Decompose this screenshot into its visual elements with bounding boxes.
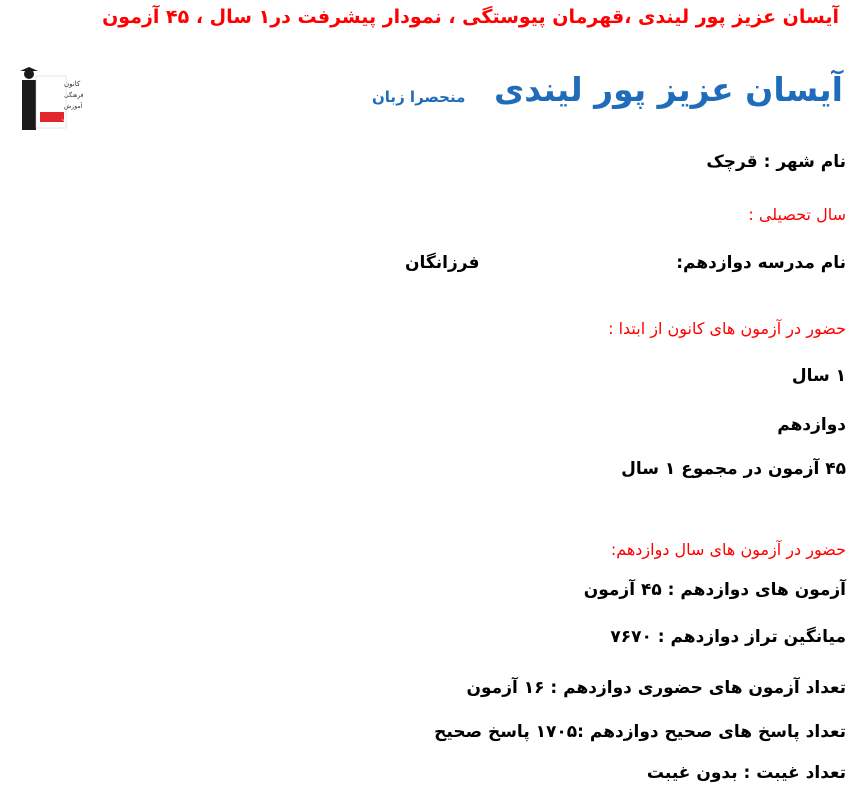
page-heading: آیسان عزیز پور لیندی ،قهرمان پیوستگی ، نمودار پیشرفت در۱ سال ، ۴۵ آزمون [102, 6, 839, 28]
academic-year-label: سال تحصیلی : [748, 205, 846, 224]
attendance-total: ۴۵ آزمون در مجموع ۱ سال [621, 459, 846, 479]
kanoon-logo [18, 66, 84, 132]
city-field: نام شهر : قرچک [706, 152, 846, 172]
school-value: فرزانگان [405, 253, 480, 273]
grade12-exams: آزمون های دوازدهم : ۴۵ آزمون [583, 580, 846, 600]
grade12-correct-answers: تعداد پاسخ های صحیح دوازدهم :۱۷۰۵ پاسخ صحیح [434, 722, 846, 742]
grade12-attendance-label: حضور در آزمون های سال دوازدهم: [610, 540, 846, 559]
absence-count: تعداد غیبت : بدون غیبت [646, 763, 846, 783]
attendance-from-start-label: حضور در آزمون های کانون از ابتدا : [608, 319, 846, 338]
logo-line-3: آموزش [64, 103, 83, 110]
attendance-years: ۱ سال [791, 366, 846, 386]
logo-line-4: قلم چی [62, 115, 82, 122]
logo-line-1: کانون [64, 80, 81, 88]
exclusive-tag: منحصرا زبان [372, 88, 466, 106]
student-name: آیسان عزیز پور لیندی [493, 70, 843, 109]
attendance-grade: دوازدهم [777, 415, 846, 435]
logo-line-2: فرهنگی [64, 92, 84, 99]
school-label: نام مدرسه دوازدهم: [676, 253, 846, 273]
grade12-in-person-exams: تعداد آزمون های حضوری دوازدهم : ۱۶ آزمون [466, 678, 846, 698]
grade12-average-score: میانگین تراز دوازدهم : ۷۶۷۰ [610, 627, 846, 647]
